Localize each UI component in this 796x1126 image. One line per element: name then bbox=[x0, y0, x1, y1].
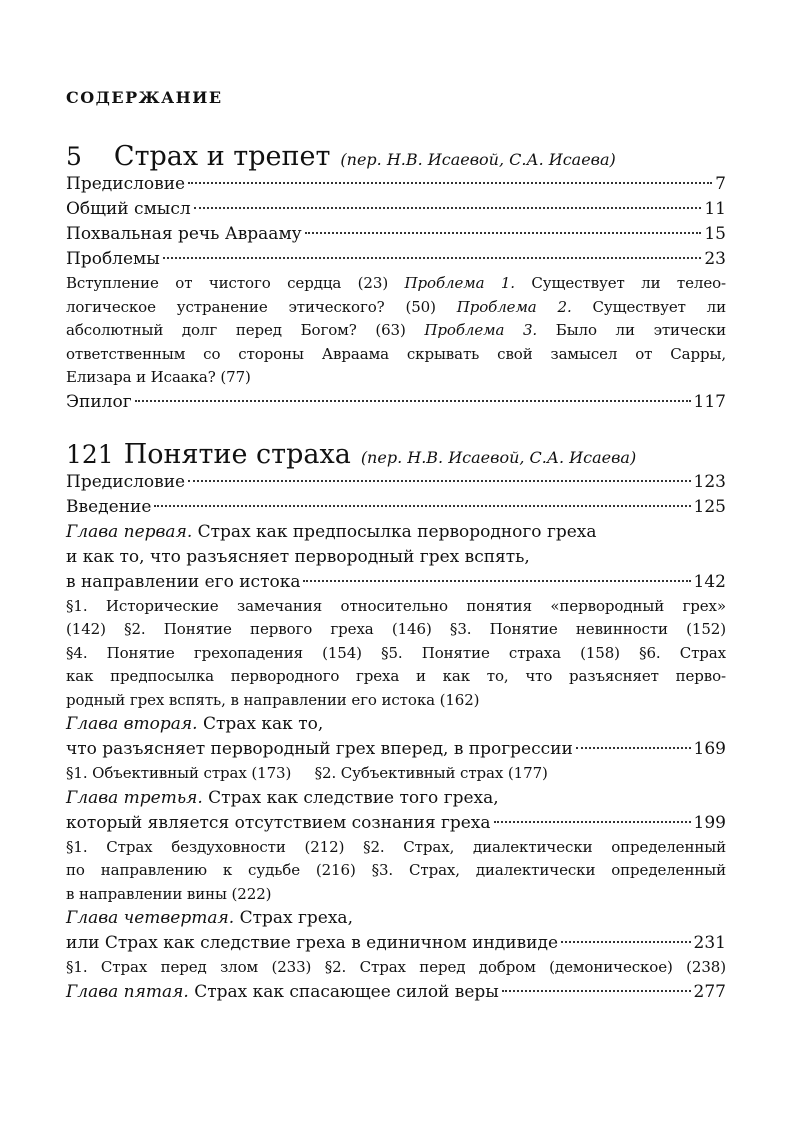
sub-line: абсолютный долг перед Богом? (63) Проблема 3. Было ли этически bbox=[66, 321, 727, 339]
entry-page: 142 bbox=[693, 571, 726, 592]
sub-line: как предпосылка первородного греха и как то, что разъясняет перво- bbox=[66, 667, 726, 685]
problems-subentries bbox=[66, 272, 726, 390]
dot-leader bbox=[305, 232, 702, 234]
entry-label: что разъясняет первородный грех вперед, в прогрессии bbox=[66, 739, 573, 759]
entry-label: Общий смысл bbox=[66, 199, 191, 219]
entry-page: 123 bbox=[693, 471, 726, 492]
work-translators: (пер. Н.В. Исаевой, С.А. Исаева) bbox=[360, 447, 637, 467]
entry-page: 117 bbox=[693, 391, 726, 412]
toc-entry-epilogue[interactable] bbox=[66, 390, 726, 415]
entry-label: Предисловие bbox=[66, 174, 186, 194]
dot-leader bbox=[494, 821, 691, 823]
toc-entry-chapter-5[interactable] bbox=[66, 980, 726, 1005]
dot-leader bbox=[502, 990, 691, 992]
table-of-contents bbox=[66, 88, 726, 1005]
entry-label: Предисловие bbox=[66, 471, 186, 492]
dot-leader bbox=[194, 207, 702, 209]
toc-entry-introduction[interactable] bbox=[66, 495, 726, 520]
entry-page: 125 bbox=[693, 496, 726, 517]
sub-line: §1. Объективный страх (173) §2. Субъективный страх (177) bbox=[66, 764, 548, 782]
entry-page: 11 bbox=[704, 199, 726, 219]
dot-leader bbox=[188, 182, 712, 184]
work-name: Понятие страха bbox=[123, 438, 351, 470]
chapter-1-title[interactable]: Глава первая. Страх как предпосылка первородного греха bbox=[66, 521, 597, 542]
sub-line: в направлении вины (222) bbox=[66, 884, 272, 903]
entry-label: Эпилог bbox=[66, 391, 132, 412]
chapter-3-title[interactable]: Глава третья. Страх как следствие того греха, bbox=[66, 787, 499, 808]
contents-heading: СОДЕРЖАНИЕ bbox=[66, 88, 223, 107]
toc-entry-eulogy[interactable] bbox=[66, 222, 726, 247]
chapter-3-subentries bbox=[66, 836, 726, 907]
chapter-1-title-cont: и как то, что разъясняет первородный грех вспять, bbox=[66, 546, 530, 567]
chapter-2-title[interactable]: Глава вторая. Страх как то, bbox=[66, 714, 324, 734]
sub-line: §1. Страх бездуховности (212) §2. Страх, диалектически определенный bbox=[66, 837, 726, 856]
dot-leader bbox=[135, 400, 691, 402]
entry-label: Похвальная речь Аврааму bbox=[66, 224, 302, 244]
toc-entry-preface[interactable] bbox=[66, 172, 726, 197]
entry-page: 277 bbox=[693, 981, 726, 1002]
sub-line: Елизара и Исаака? (77) bbox=[66, 368, 251, 386]
work-name: Страх и трепет bbox=[113, 141, 331, 172]
sub-line: (142) §2. Понятие первого греха (146) §3. Понятие невинности (152) bbox=[66, 620, 726, 638]
sub-line: ответственным со стороны Авраама скрывать свой замысел от Сарры, bbox=[66, 344, 726, 363]
sub-line: Вступление от чистого сердца (23) Проблема 1. Существует ли телео- bbox=[66, 274, 726, 292]
entry-page: 23 bbox=[704, 249, 726, 269]
entry-page: 7 bbox=[715, 174, 726, 194]
dot-leader bbox=[154, 505, 690, 507]
dot-leader bbox=[576, 747, 691, 749]
entry-page: 231 bbox=[693, 933, 726, 953]
sub-line: §1. Страх перед злом (233) §2. Страх перед добром (демоническое) (238) bbox=[66, 958, 726, 976]
work-title-fear-and-trembling bbox=[66, 141, 726, 172]
chapter-4-subentries bbox=[66, 956, 726, 980]
work-page-number: 121 bbox=[66, 439, 114, 469]
dot-leader bbox=[303, 580, 690, 582]
toc-entry-problems[interactable] bbox=[66, 247, 726, 272]
toc-entry-chapter-4[interactable] bbox=[66, 931, 726, 956]
entry-label: или Страх как следствие греха в единичном индивиде bbox=[66, 933, 559, 953]
sub-line: логическое устранение этического? (50) Проблема 2. Существует ли bbox=[66, 297, 727, 316]
dot-leader bbox=[561, 941, 691, 943]
chapter-1-subentries bbox=[66, 595, 726, 713]
work-title-concept-of-anxiety bbox=[66, 439, 726, 470]
sub-line: родный грех вспять, в направлении его истока (162) bbox=[66, 690, 480, 709]
sub-line: по направлению к судьбе (216) §3. Страх, диалектически определенный bbox=[66, 861, 726, 879]
sub-line: §1. Исторические замечания относительно понятия «первородный грех» bbox=[66, 596, 726, 615]
toc-entry-general-sense[interactable] bbox=[66, 197, 726, 222]
chapter-4-title[interactable]: Глава четвертая. Страх греха, bbox=[66, 908, 353, 928]
work-translators: (пер. Н.В. Исаевой, С.А. Исаева) bbox=[340, 150, 616, 169]
chapter-2-subentries bbox=[66, 762, 726, 786]
entry-label: Глава пятая. Страх как спасающее силой веры bbox=[66, 981, 499, 1002]
entry-page: 15 bbox=[704, 224, 726, 244]
dot-leader bbox=[163, 257, 702, 259]
work-page-number: 5 bbox=[66, 142, 82, 171]
entry-label: Введение bbox=[66, 496, 152, 517]
toc-entry-preface[interactable] bbox=[66, 470, 726, 495]
entry-label: который является отсутствием сознания греха bbox=[66, 812, 491, 833]
dot-leader bbox=[188, 480, 690, 482]
entry-page: 199 bbox=[693, 812, 726, 833]
toc-entry-chapter-3[interactable] bbox=[66, 811, 726, 836]
entry-page: 169 bbox=[693, 739, 726, 759]
entry-label: в направлении его истока bbox=[66, 571, 301, 592]
toc-entry-chapter-2[interactable] bbox=[66, 737, 726, 762]
toc-entry-chapter-1[interactable] bbox=[66, 570, 726, 595]
sub-line: §4. Понятие грехопадения (154) §5. Понятие страха (158) §6. Страх bbox=[66, 643, 726, 662]
entry-label: Проблемы bbox=[66, 249, 160, 269]
